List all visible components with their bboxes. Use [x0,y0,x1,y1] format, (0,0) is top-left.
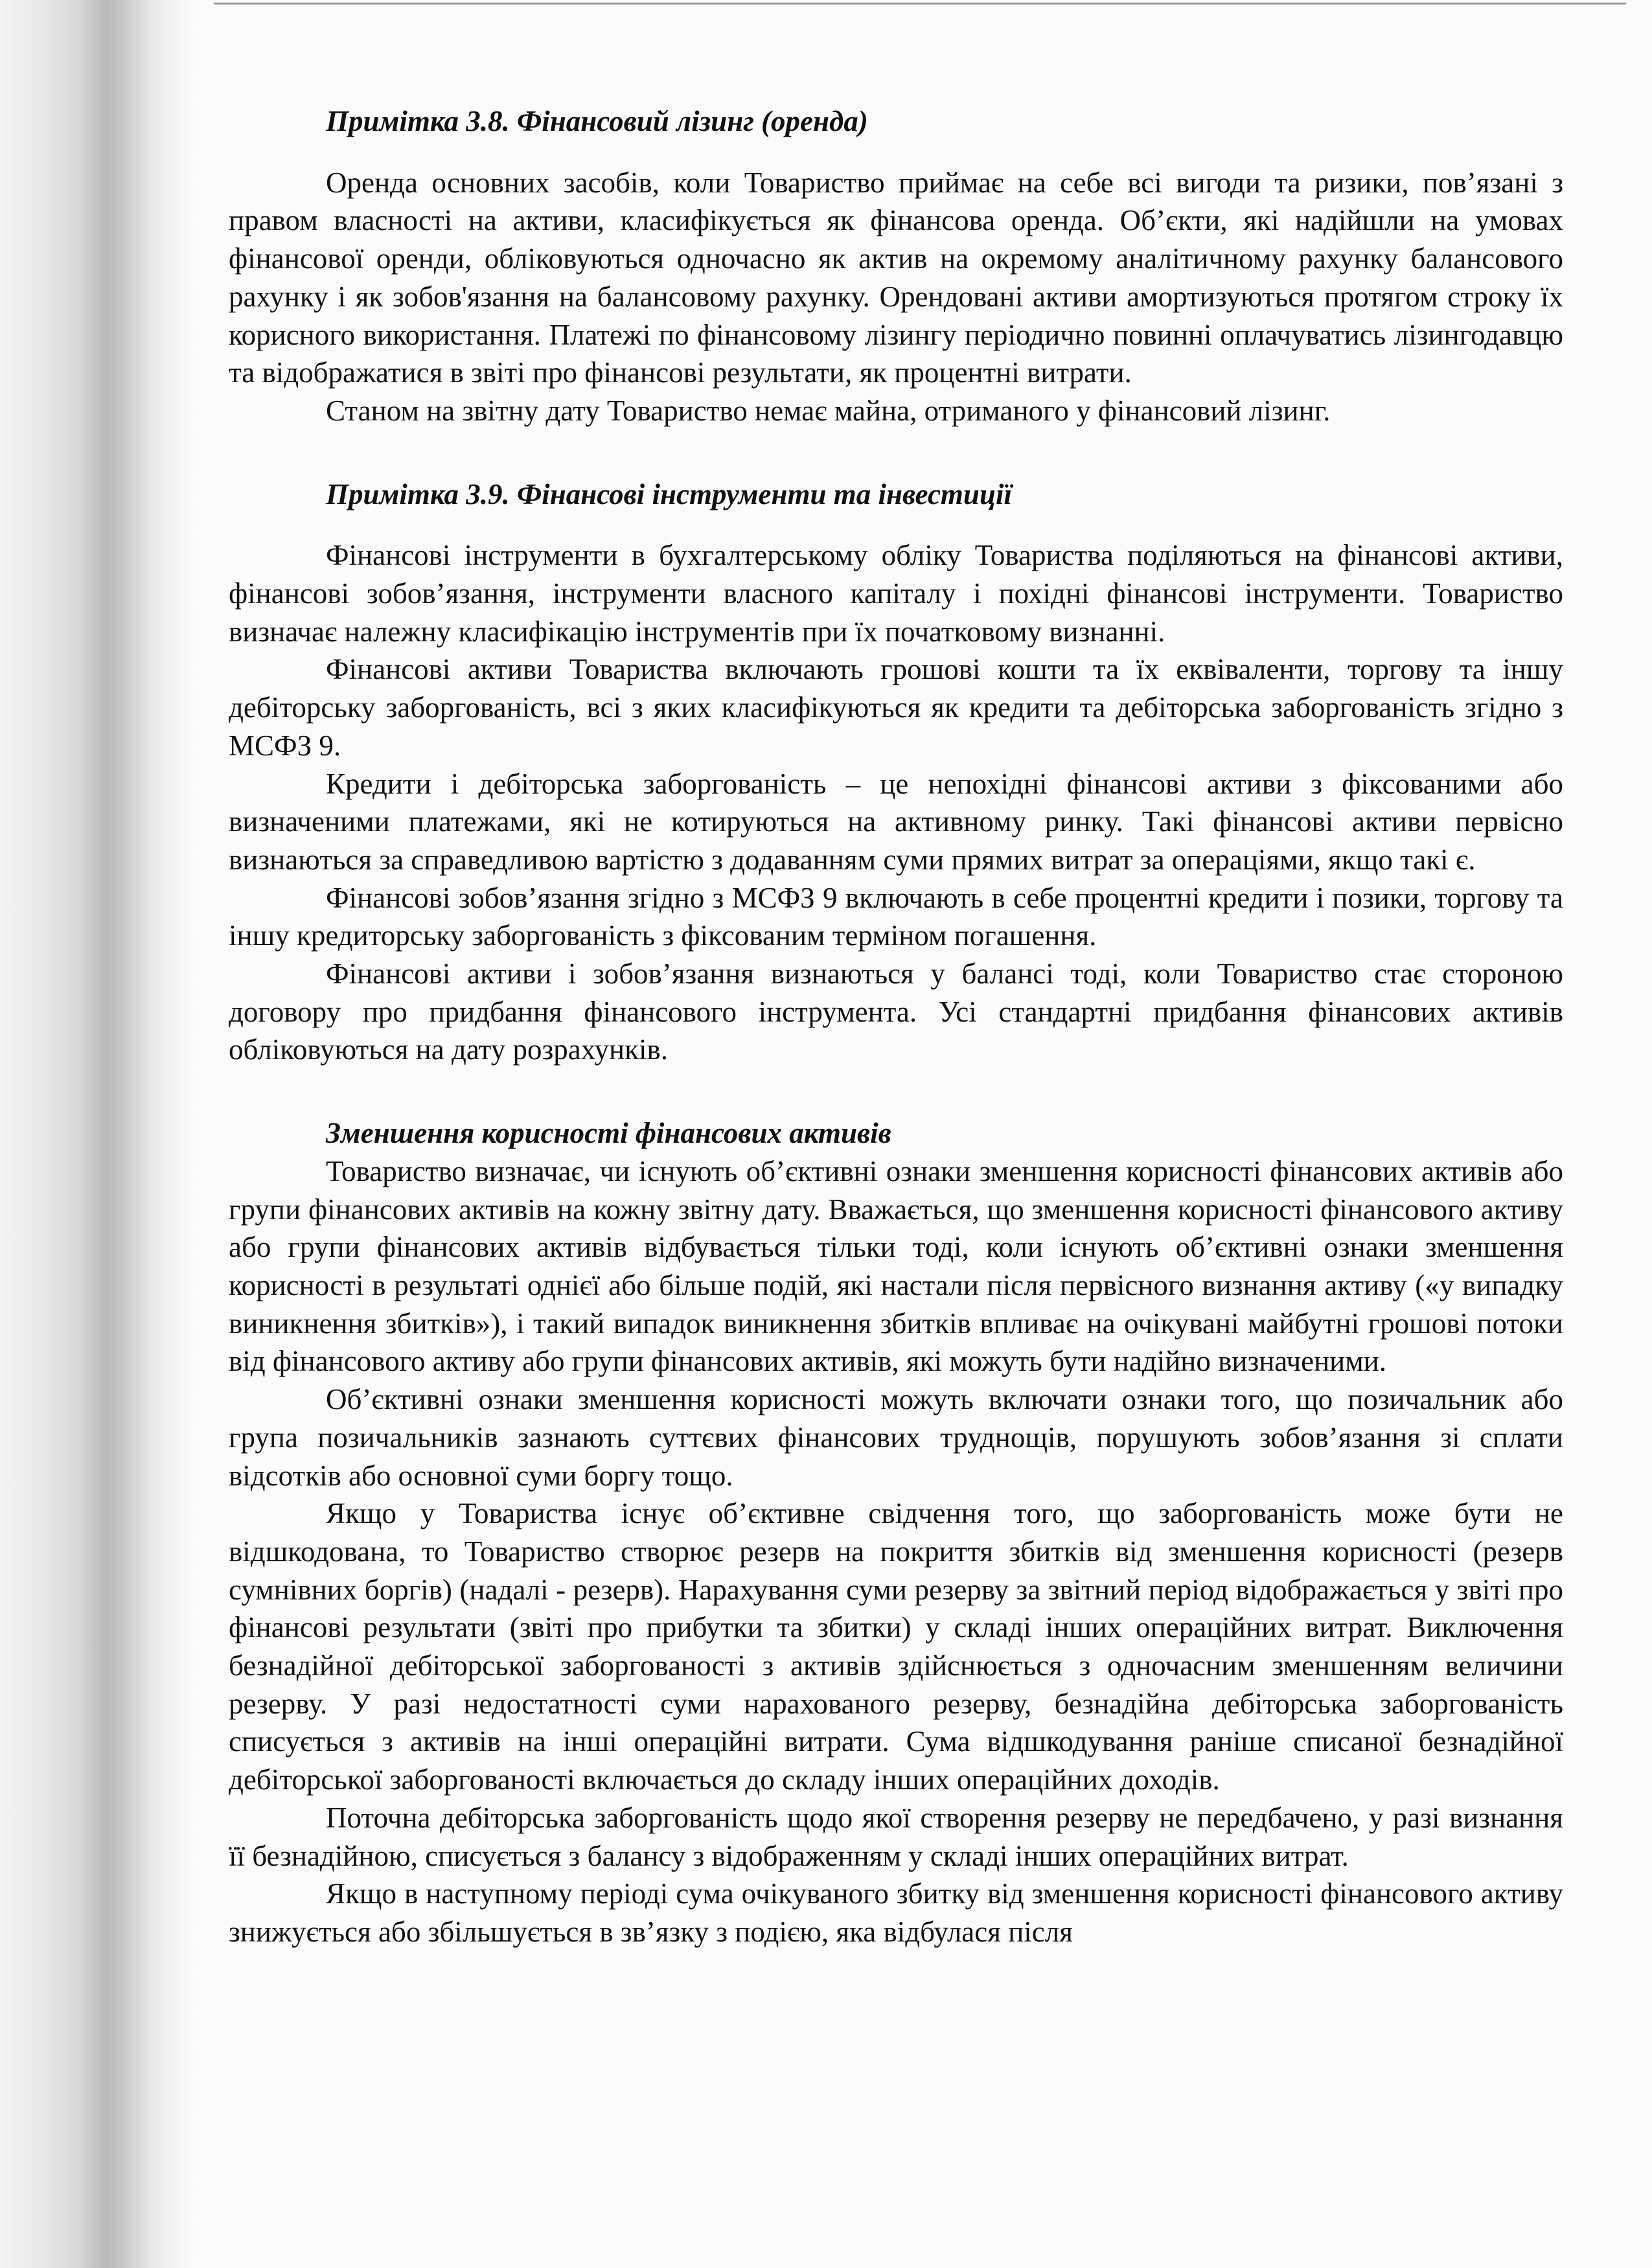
paragraph: Оренда основних засобів, коли Товариство приймає на себе всі вигоди та ризики, пов’язані з правом власності на активи, класифікується як фінансова оренда. Об’єкти, які надійшли на умовах фінансової оренди, обліковуються одночасно як актив на окремому аналітичному рахунку балансового рахунку і як зобов'язання на балансовому рахунку. Орендовані активи амортизуються протягом строку їх корисного використання. Платежі по фінансовому лізингу періодично повинні оплачуватись лізингодавцю та відображатися в звіті про фінансові результати, як процентні витрати. [229,166,1563,389]
paragraph: Якщо у Товариства існує об’єктивне свідчення того, що заборгованість може бути не відшкодована, то Товариство створює резерв на покриття збитків від зменшення корисності (резерв сумнівних боргів) (надалі - резерв). Нарахування суми резерву за звітний період відображається у звіті про фінансові результати (звіті про прибутки та збитки) у складі інших операційних витрат. Виключення безнадійної дебіторської заборгованості з активів здійснюється з одночасним зменшенням величини резерву. У разі недостатності суми нарахованого резерву, безнадійна дебіторська заборгованість списується з активів на інші операційні витрати. Сума відшкодування раніше списаної безнадійної дебіторської заборгованості включається до складу інших операційних доходів. [229,1497,1563,1796]
section-heading-impairment: Зменшення корисності фінансових активів [326,1117,891,1150]
paragraph: Фінансові зобов’язання згідно з МСФЗ 9 включають в себе процентні кредити і позики, торгову та іншу кредиторську заборгованість з фіксованим терміном погашення. [229,881,1563,952]
paragraph: Об’єктивні ознаки зменшення корисності можуть включати ознаки того, що позичальник або група позичальників зазнають суттєвих фінансових труднощів, порушують зобов’язання зі сплати відсотків або основної суми боргу тощо. [229,1383,1563,1492]
paragraph: Якщо в наступному періоді сума очікуваного збитку від зменшення корисності фінансового активу знижується або збільшується в зв’язку з подією, яка відбулася після [229,1877,1563,1948]
paragraph: Станом на звітну дату Товариство немає майна, отриманого у фінансовий лізинг. [326,394,1331,427]
paragraph: Кредити і дебіторська заборгованість – це непохідні фінансові активи з фіксованими або визначеними платежами, які не котируються на активному ринку. Такі фінансові активи первісно визнаються за справедливою вартістю з додаванням суми прямих витрат за операціями, якщо такі є. [229,767,1563,876]
section-heading-3-9: Примітка 3.9. Фінансові інструменти та інвестиції [326,477,1012,510]
paragraph: Фінансові інструменти в бухгалтерському обліку Товариства поділяються на фінансові активи, фінансові зобов’язання, інструменти власного капіталу і похідні фінансові інструменти. Товариство визначає належну класифікацію інструментів при їх початковому визнанні. [229,539,1563,648]
paragraph: Фінансові активи Товариства включають грошові кошти та їх еквіваленти, торгову та іншу дебіторську заборгованість, всі з яких класифікуються як кредити та дебіторська заборгованість згідно з МСФЗ 9. [229,653,1563,762]
document-body [229,102,1563,1951]
scan-top-edge [214,3,1626,5]
section-heading-3-8: Примітка 3.8. Фінансовий лізинг (оренда) [326,105,868,137]
scan-binding-shadow [0,0,194,2268]
paragraph: Фінансові активи і зобов’язання визнаються у балансі тоді, коли Товариство стає стороною договору про придбання фінансового інструмента. Усі стандартні придбання фінансових активів обліковуються на дату розрахунків. [229,957,1563,1066]
paragraph: Поточна дебіторська заборгованість щодо якої створення резерву не передбачено, у разі визнання її безнадійною, списується з балансу з відображенням у складі інших операційних витрат. [229,1801,1563,1872]
paragraph: Товариство визначає, чи існують об’єктивні ознаки зменшення корисності фінансових активів або групи фінансових активів на кожну звітну дату. Вважається, що зменшення корисності фінансового активу або групи фінансових активів відбувається тільки тоді, коли існують об’єктивні ознаки зменшення корисності в результаті однієї або більше подій, які настали після первісного визнання активу («у випадку виникнення збитків»), і такий випадок виникнення збитків впливає на очікувані майбутні грошові потоки від фінансового активу або групи фінансових активів, які можуть бути надійно визначеними. [229,1154,1563,1378]
